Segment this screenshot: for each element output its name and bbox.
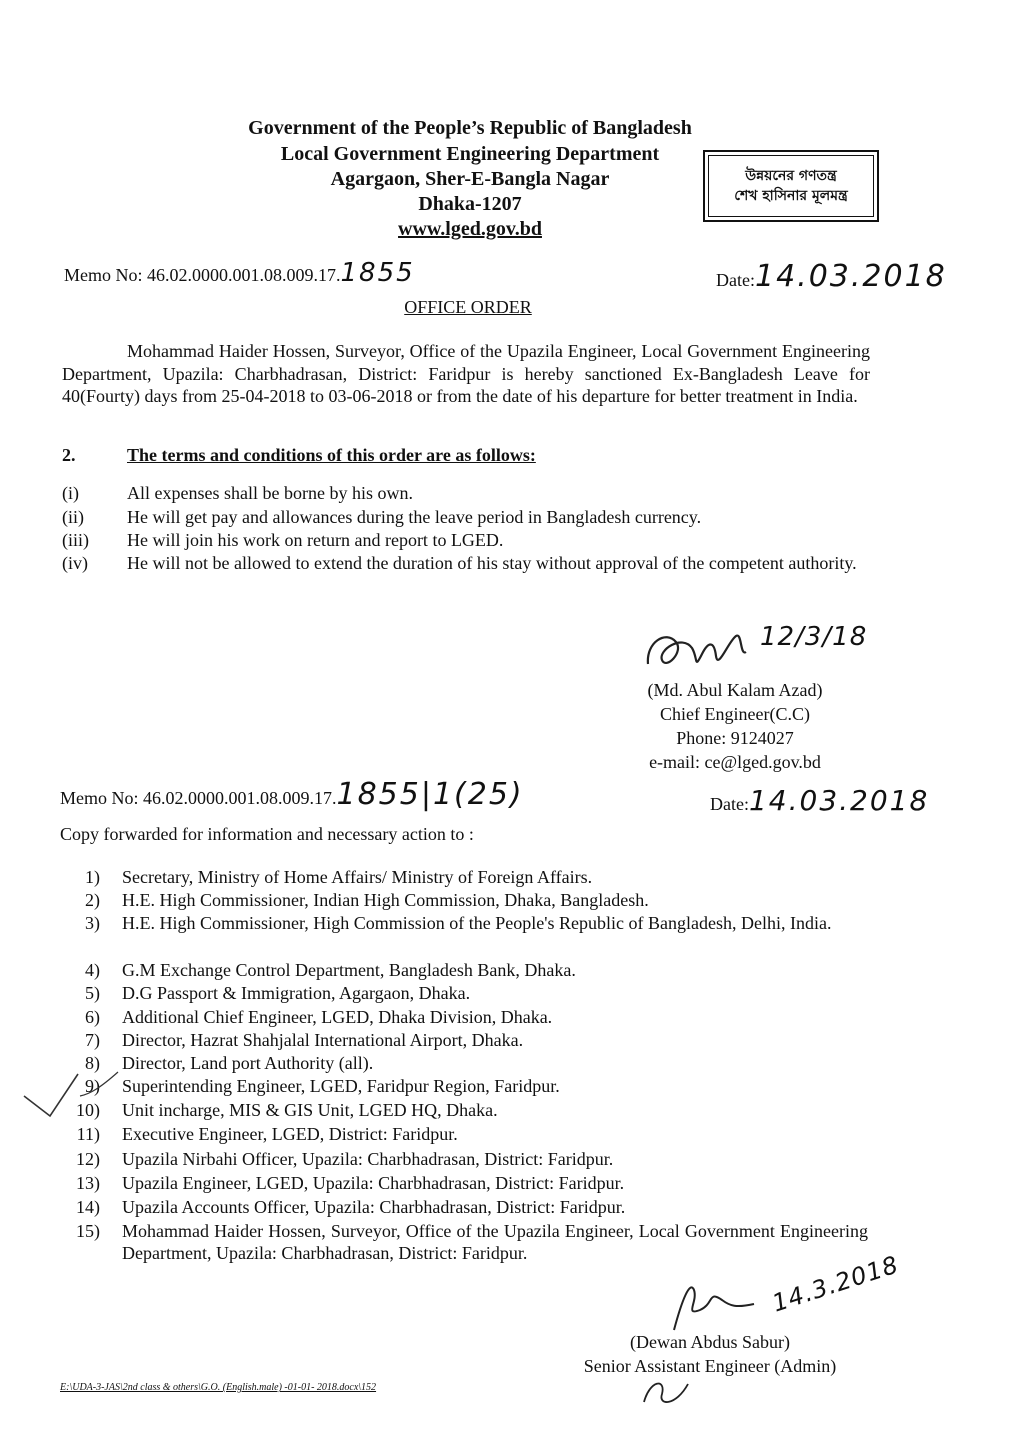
slogan-box — [703, 150, 879, 222]
header-address: Agargaon, Sher-E-Bangla Nagar — [330, 168, 610, 190]
terms-item-text: He will get pay and allowances during the leave period in Bangladesh currency. — [127, 507, 702, 527]
date-handwritten: 14.03.2018 — [754, 259, 947, 294]
terms-item-text: He will join his work on return and report to LGED. — [127, 530, 504, 550]
signatory-name: (Md. Abul Kalam Azad) — [647, 680, 823, 700]
signatory-phone: Phone: 9124027 — [676, 728, 794, 748]
signatory-2 — [560, 1330, 860, 1378]
list-item-text: Director, Hazrat Shahjalal International Airport, Dhaka. — [122, 1030, 524, 1050]
list-item-number: 10) — [76, 1100, 100, 1120]
checkmark-icon — [20, 1066, 120, 1122]
office-order-title: OFFICE ORDER — [404, 297, 532, 317]
terms-item-number: (iv) — [62, 553, 88, 573]
list-item-number: 11) — [76, 1124, 100, 1144]
copy-forwarded-intro: Copy forwarded for information and necessary action to : — [60, 824, 474, 844]
terms-item-text: He will not be allowed to extend the duration of his stay without approval of the competent authority. — [127, 553, 857, 573]
list-item-number: 12) — [76, 1149, 100, 1169]
list-item-text: G.M Exchange Control Department, Bangladesh Bank, Dhaka. — [122, 960, 576, 980]
list-item-text: Superintending Engineer, LGED, Faridpur Region, Faridpur. — [122, 1076, 560, 1096]
terms-item-number: (i) — [62, 483, 79, 503]
terms-item-number: (iii) — [62, 530, 89, 550]
list-item-number: 7) — [85, 1030, 100, 1050]
list-item-number: 6) — [85, 1007, 100, 1027]
memo-number-2 — [60, 777, 524, 812]
list-item-text: Unit incharge, MIS & GIS Unit, LGED HQ, Dhaka. — [122, 1100, 498, 1120]
memo-label: Memo No: 46.02.0000.001.08.009.17. — [60, 788, 337, 808]
date-handwritten: 14.03.2018 — [748, 784, 930, 817]
list-item-text: Secretary, Ministry of Home Affairs/ Ministry of Foreign Affairs. — [122, 867, 593, 887]
list-item-text: Upazila Accounts Officer, Upazila: Charbhadrasan, District: Faridpur. — [122, 1197, 626, 1217]
memo-handwritten-number: 1855 — [340, 258, 415, 288]
list-item-text: Executive Engineer, LGED, District: Faridpur. — [122, 1124, 458, 1144]
memo-date-2 — [710, 784, 930, 817]
memo-label: Memo No: 46.02.0000.001.08.009.17. — [64, 265, 341, 285]
date-label: Date: — [716, 270, 755, 290]
memo-handwritten-number: 1855|1(25) — [336, 777, 524, 812]
list-item-text: Upazila Engineer, LGED, Upazila: Charbhadrasan, District: Faridpur. — [122, 1173, 625, 1193]
list-item-text: Mohammad Haider Hossen, Surveyor, Office of the Upazila Engineer, Local Government Engineering Department, Upazila: Charbhadrasan, District: Faridpur. — [122, 1221, 868, 1263]
terms-item-text: All expenses shall be borne by his own. — [127, 483, 413, 503]
list-item-text: D.G Passport & Immigration, Agargaon, Dhaka. — [122, 983, 471, 1003]
memo-date-1 — [716, 259, 947, 294]
list-item-number: 9) — [85, 1076, 100, 1096]
terms-heading: The terms and conditions of this order are as follows: — [127, 445, 536, 465]
terms-number: 2. — [62, 445, 76, 465]
list-item-number: 5) — [85, 983, 100, 1003]
header-website: www.lged.gov.bd — [398, 218, 542, 240]
signatory-designation: Senior Assistant Engineer (Admin) — [583, 1356, 837, 1376]
list-item-number: 15) — [76, 1221, 100, 1241]
header-government: Government of the People’s Republic of Bangladesh — [248, 117, 692, 139]
header-department: Local Government Engineering Department — [280, 143, 660, 165]
footer-file-path: E:\UDA-3-JAS\2nd class & others\G.O. (English.male) -01-01- 2018.docx\152 — [60, 1382, 377, 1393]
list-item-text: H.E. High Commissioner, High Commission of the People's Republic of Bangladesh, Delhi, India. — [122, 913, 832, 933]
signature-2-date: 14.3.2018 — [768, 1250, 903, 1318]
initials-mark — [636, 1372, 696, 1412]
list-item-text: Additional Chief Engineer, LGED, Dhaka Division, Dhaka. — [122, 1007, 553, 1027]
list-item-text: Upazila Nirbahi Officer, Upazila: Charbhadrasan, District: Faridpur. — [122, 1149, 614, 1169]
date-label: Date: — [710, 794, 749, 814]
signatory-email: e-mail: ce@lged.gov.bd — [649, 752, 821, 772]
signatory-designation: Chief Engineer(C.C) — [660, 704, 810, 724]
terms-item-number: (ii) — [62, 507, 84, 527]
signature-1-date: 12/3/18 — [760, 622, 868, 652]
list-item-number: 3) — [85, 913, 100, 933]
list-item-number: 13) — [76, 1173, 100, 1193]
list-item-number: 1) — [85, 867, 100, 887]
slogan-line2: শেখ হাসিনার মূলমন্ত্র — [734, 188, 848, 204]
slogan-line1: উন্নয়নের গণতন্ত্র — [745, 168, 837, 184]
body-paragraph: Mohammad Haider Hossen, Surveyor, Office of the Upazila Engineer, Local Government Engineering Department, Upazila: Charbhadrasan, District: Faridpur is hereby sanctioned Ex-Bangladesh Leave for 40(Fourty) days from 25-04-2018 to 03-06-2018 or from the date of his departure for better treatment in India. — [62, 341, 870, 406]
signatory-name: (Dewan Abdus Sabur) — [630, 1332, 790, 1352]
signatory-1 — [600, 678, 870, 774]
list-item-number: 2) — [85, 890, 100, 910]
header-city: Dhaka-1207 — [418, 193, 522, 215]
memo-number-1 — [64, 258, 415, 288]
list-item-text: Director, Land port Authority (all). — [122, 1053, 374, 1073]
list-item-text: H.E. High Commissioner, Indian High Commission, Dhaka, Bangladesh. — [122, 890, 649, 910]
list-item-number: 8) — [85, 1053, 100, 1073]
list-item-number: 14) — [76, 1197, 100, 1217]
list-item-number: 4) — [85, 960, 100, 980]
